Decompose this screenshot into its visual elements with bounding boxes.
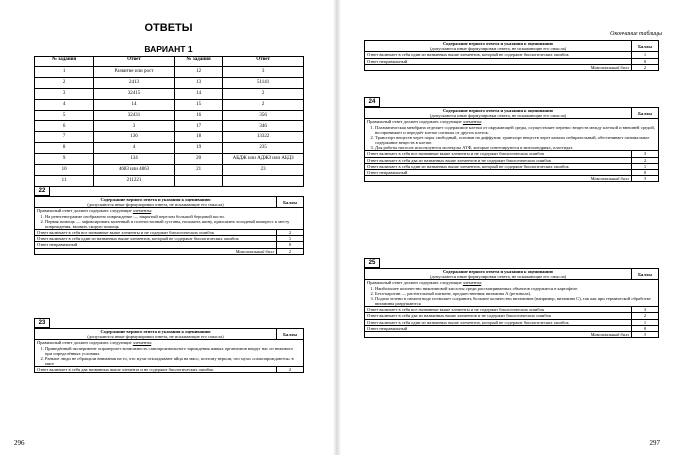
- table-cell: 9: [35, 154, 94, 165]
- table-cell: 21: [174, 165, 222, 176]
- answer-item: 2. Раньше люди не обращали внимания на то, что мухи откладывают яйца на мясо, поэтому верили, что мухи «самозарождаются» в мясе: [45, 356, 301, 366]
- answers-table: [34, 56, 304, 187]
- criteria-score: 0: [632, 325, 659, 331]
- max-score-value: 3: [632, 176, 659, 182]
- criteria-text: Ответ включает в себя два названных выше элемента и не содержит биологических ошибок: [35, 367, 277, 373]
- table-cell: 11: [35, 175, 94, 186]
- question-24-table: [364, 107, 659, 182]
- table-cell: 3: [94, 121, 175, 132]
- table-row: [35, 165, 304, 176]
- criteria-score: 2: [632, 313, 659, 319]
- table-cell: 6: [35, 121, 94, 132]
- answer-elements: [365, 119, 659, 151]
- question-25-table: [364, 268, 659, 338]
- criteria-score: 1: [277, 236, 304, 242]
- table-cell: 14: [94, 99, 175, 110]
- answer-item: 1. Плазматическая мембрана отделяет содержимое клетки от окружающей среды, осуществляет перенос веществ между клеткой и внешней средой, воспринимает и передаёт клетке сигналы от других клеток.: [375, 125, 656, 135]
- table-cell: 20: [174, 154, 222, 165]
- table-cell: 5: [35, 110, 94, 121]
- table-cell: 4: [94, 143, 175, 154]
- table-cell: 235: [223, 143, 304, 154]
- variant-title: ВАРИАНТ 1: [144, 44, 193, 54]
- criteria-text: Ответ неправильный: [35, 242, 277, 248]
- content-header: [365, 41, 632, 52]
- column-header: Ответ: [94, 57, 175, 67]
- table-cell: 51141: [223, 77, 304, 88]
- table-cell: Развитие или рост: [94, 67, 175, 78]
- answer-item: 2. Транспорт веществ через поры свободный, основан на диффузии; транспорт веществ через каналы избирательный, обеспечивает оптимальное содержание веществ в клетке.: [375, 135, 656, 145]
- criteria-score: 3: [632, 307, 659, 313]
- criteria-score: 2: [277, 367, 304, 373]
- table-cell: 17: [174, 121, 222, 132]
- continuation-note: Окончание таблицы: [610, 31, 662, 37]
- criteria-score: 3: [632, 151, 659, 157]
- criteria-row: [35, 367, 304, 373]
- answer-item: 1. Наибольшее количество никотиновой кислоты среди рассматриваемых объектов содержится в картофеле.: [375, 286, 656, 291]
- criteria-text: Ответ включает в себя один из названных выше элементов, который не содержит биологических ошибок: [365, 52, 632, 58]
- max-score-label: Максимальный балл: [365, 64, 632, 70]
- criteria-text: Ответ включает в себя один из названных выше элементов, который не содержит биологических ошибок: [35, 236, 277, 242]
- content-header-title: Содержание верного ответа и указания к оцениванию: [442, 108, 554, 113]
- question-number-24: 24: [364, 97, 380, 107]
- content-header-title: Содержание верного ответа и указания к оцениванию: [100, 197, 211, 202]
- max-score-value: 2: [277, 248, 304, 254]
- table-cell: АБДЖ или АДЖЗ или АБДЗ: [223, 154, 304, 165]
- table-row: [35, 99, 304, 110]
- criteria-score: 0: [277, 242, 304, 248]
- table-cell: 2: [223, 88, 304, 99]
- question-22-table: [34, 196, 304, 255]
- content-header: [35, 329, 277, 340]
- table-cell: 7: [35, 132, 94, 143]
- max-score-row: [365, 64, 659, 70]
- max-score-label: Максимальный балл: [365, 176, 632, 182]
- table-cell: 8: [35, 143, 94, 154]
- content-header-subtitle: (допускаются иные формулировки ответа, не искажающие его смысла): [429, 274, 567, 280]
- answer-item: 3. Для работы насосов используются молекулы АТФ, которые синтезируются в митохондриях, пластидах: [375, 145, 656, 150]
- table-row: [35, 121, 304, 132]
- table-cell: 3: [35, 88, 94, 99]
- content-header-title: Содержание верного ответа и указания к оцениванию: [442, 41, 554, 46]
- criteria-text: Ответ включает в себя все названные выше элементы и не содержит биологических ошибок: [365, 307, 632, 313]
- table-row: [35, 67, 304, 78]
- max-score-value: 2: [632, 64, 659, 70]
- score-header: Баллы: [632, 41, 659, 52]
- table-row: [35, 110, 304, 121]
- max-score-row: [35, 248, 304, 254]
- table-row: [35, 175, 304, 186]
- table-cell: 19: [174, 143, 222, 154]
- answer-item: 1. На рентгенограмме изображено повреждение — закрытый перелом большой берцовой кости.: [45, 214, 301, 219]
- answer-item: 2. Первая помощь — зафиксировать коленный и голеностопный суставы, наложить шину, приложить холодный компресс к месту повреждения, вызвать скорую помощь: [45, 219, 301, 229]
- table-cell: 2413: [94, 77, 175, 88]
- column-header: № задания: [35, 57, 94, 67]
- score-header: Баллы: [632, 269, 659, 280]
- question-number-23: 23: [34, 318, 50, 328]
- criteria-text: Ответ неправильный: [365, 58, 632, 64]
- column-header: № задания: [174, 57, 222, 67]
- content-header: [35, 197, 277, 208]
- column-header: Ответ: [223, 57, 304, 67]
- question-number-25: 25: [364, 258, 380, 268]
- max-score-row: [365, 331, 659, 337]
- table-cell: 12: [174, 67, 222, 78]
- answers-table-body: [35, 67, 304, 187]
- criteria-score: 2: [632, 157, 659, 163]
- content-header: [365, 108, 632, 119]
- criteria-text: Ответ включает в себя один из названных выше элементов, который не содержит биологических ошибок: [365, 163, 632, 169]
- answer-item: 3. Подача зелени в свежем виде позволяет сохранить большее количество витаминов (например, витамина С), так как при термической обработке витамины разрушаются: [375, 296, 656, 306]
- table-cell: 2: [223, 99, 304, 110]
- table-cell: 23: [223, 165, 304, 176]
- table-cell: 13: [174, 77, 222, 88]
- criteria-text: Ответ неправильный: [365, 169, 632, 175]
- table-cell: 211221: [94, 175, 175, 186]
- table-cell: 13322: [223, 132, 304, 143]
- answer-item: 1. Приведённый эксперимент опровергает возможность самопроизвольного зарождения живых организмов вокруг нас из неживого при определённых условиях.: [45, 346, 301, 356]
- question-23-table: [34, 328, 304, 373]
- table-row: [35, 88, 304, 99]
- table-cell: 18: [174, 132, 222, 143]
- criteria-score: 1: [632, 52, 659, 58]
- criteria-text: Ответ включает в себя один из названных выше элементов, который не содержит биологических ошибок: [365, 319, 632, 325]
- content-header-title: Содержание верного ответа и указания к оцениванию: [100, 329, 211, 334]
- table-row: [35, 154, 304, 165]
- criteria-score: 0: [632, 58, 659, 64]
- right-page: [337, 0, 674, 455]
- criteria-score: 1: [632, 319, 659, 325]
- table-cell: 1: [35, 67, 94, 78]
- content-header-subtitle: (допускаются иные формулировки ответа, не искажающие его смысла): [429, 46, 567, 52]
- criteria-text: Ответ включает в себя два из названных выше элементов и не содержит биологических ошибок: [365, 157, 632, 163]
- page-title: ОТВЕТЫ: [144, 22, 193, 34]
- answer-item: 2. Бета-каротин — растительный пигмент, предшественник витамина А (ретинола).: [375, 291, 656, 296]
- max-score-value: 3: [632, 331, 659, 337]
- max-score-row: [365, 176, 659, 182]
- content-header-subtitle: (допускаются иные формулировки ответа, не искажающие его смысла): [87, 334, 224, 340]
- max-score-label: Максимальный балл: [35, 248, 277, 254]
- table-cell: [174, 175, 222, 186]
- table-cell: 10: [35, 165, 94, 176]
- table-cell: 14: [174, 88, 222, 99]
- answer-intro: Правильный ответ должен содержать следующие элементы:: [37, 340, 153, 346]
- answers-table-header: [35, 57, 304, 67]
- table-row: [35, 143, 304, 154]
- table-row: [35, 132, 304, 143]
- content-header-title: Содержание верного ответа и указания к оцениванию: [442, 269, 554, 274]
- score-header: Баллы: [277, 197, 304, 208]
- page-number: 297: [649, 439, 660, 447]
- criteria-text: Ответ неправильный: [365, 325, 632, 331]
- table-cell: [223, 175, 304, 186]
- content-header-subtitle: (допускаются иные формулировки ответа, не искажающие его смысла): [87, 202, 224, 208]
- answer-intro: Правильный ответ должен содержать следующие элементы:: [367, 119, 483, 125]
- content-header: [365, 269, 632, 280]
- criteria-text: Ответ включает в себя два из названных выше элементов и не содержит биологических ошибок: [365, 313, 632, 319]
- book-gutter: [333, 0, 341, 455]
- score-header: Баллы: [277, 329, 304, 340]
- table-cell: 4: [35, 99, 94, 110]
- answer-elements: [35, 208, 304, 230]
- table-cell: 3: [223, 67, 304, 78]
- question-23-continued-table: [364, 40, 659, 71]
- answer-elements: [35, 340, 304, 367]
- criteria-score: 2: [277, 230, 304, 236]
- table-cell: 136: [94, 132, 175, 143]
- page-number: 296: [14, 439, 25, 447]
- question-number-22: 22: [34, 186, 50, 196]
- criteria-score: 0: [632, 169, 659, 175]
- criteria-text: Ответ включает в себя все названные выше элементы и не содержит биологических ошибок: [35, 230, 277, 236]
- criteria-text: Ответ включает в себя все названные выше элементы и не содержит биологических ошибок: [365, 151, 632, 157]
- table-cell: 16: [174, 110, 222, 121]
- answer-intro: Правильный ответ должен содержать следующие элементы:: [367, 280, 483, 286]
- table-cell: 15: [174, 99, 222, 110]
- table-cell: 356: [223, 110, 304, 121]
- max-score-label: Максимальный балл: [365, 331, 632, 337]
- answer-intro: Правильный ответ должен содержать следующие элементы:: [37, 208, 153, 214]
- content-header-subtitle: (допускаются иные формулировки ответа, не искажающие его смысла): [429, 113, 567, 119]
- table-cell: 134: [94, 154, 175, 165]
- table-cell: 346: [223, 121, 304, 132]
- table-cell: 2: [35, 77, 94, 88]
- table-row: [35, 77, 304, 88]
- score-header: Баллы: [632, 108, 659, 119]
- answer-elements: [365, 280, 659, 307]
- criteria-score: 1: [632, 163, 659, 169]
- table-cell: 32415: [94, 88, 175, 99]
- table-cell: 4683 или 4863: [94, 165, 175, 176]
- table-cell: 32431: [94, 110, 175, 121]
